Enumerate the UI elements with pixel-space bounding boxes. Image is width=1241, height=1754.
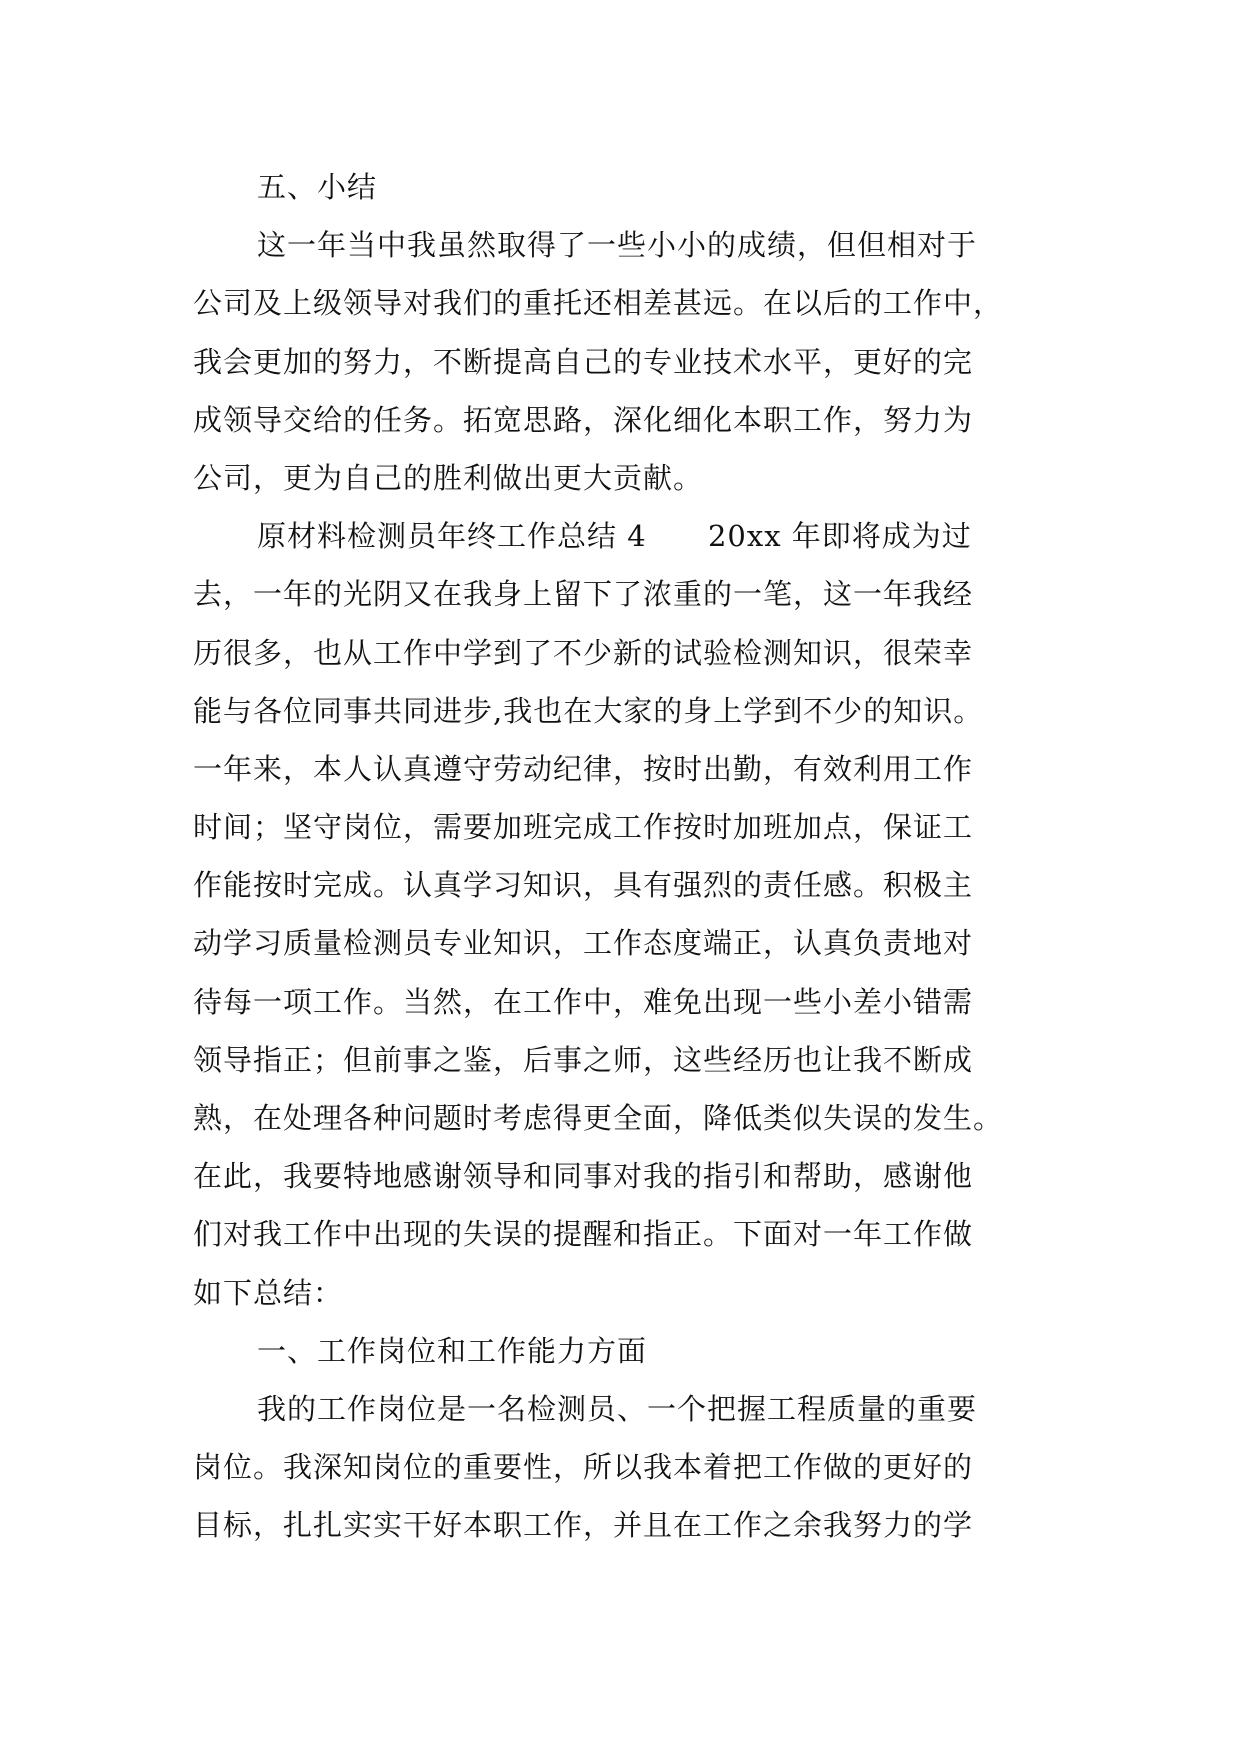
text-line: 熟，在处理各种问题时考虑得更全面，降低类似失误的发生。 (193, 1101, 1004, 1135)
text-line: 待每一项工作。当然，在工作中，难免出现一些小差小错需 (193, 984, 974, 1019)
text-line: 公司及上级领导对我们的重托还相差甚远。在以后的工作中， (193, 286, 1004, 321)
text-line: 原材料检测员年终工作总结 4 20xx 年即将成为过 (257, 519, 972, 554)
text-line: 我会更加的努力，不断提高自己的专业技术水平，更好的完 (193, 344, 974, 379)
document-body (193, 158, 1053, 1555)
text-line: 如下总结： (193, 1275, 344, 1310)
text-line: 成领导交给的任务。拓宽思路，深化细化本职工作，努力为 (193, 402, 974, 437)
text-line: 历很多，也从工作中学到了不少新的试验检测知识，很荣幸 (193, 635, 974, 670)
text-line: 一年来，本人认真遵守劳动纪律，按时出勤，有效利用工作 (193, 751, 974, 786)
text-line: 作能按时完成。认真学习知识，具有强烈的责任感。积极主 (193, 868, 974, 903)
text-line: 公司，更为自己的胜利做出更大贡献。 (193, 460, 704, 495)
text-line: 动学习质量检测员专业知识，工作态度端正，认真负责地对 (193, 926, 974, 961)
text-line: 目标，扎扎实实干好本职工作，并且在工作之余我努力的学 (193, 1508, 974, 1543)
text-line: 一、工作岗位和工作能力方面 (257, 1333, 648, 1368)
text-line: 这一年当中我虽然取得了一些小小的成绩，但但相对于 (257, 228, 978, 263)
text-line: 在此，我要特地感谢领导和同事对我的指引和帮助，感谢他 (193, 1159, 974, 1194)
text-line: 时间；坚守岗位，需要加班完成工作按时加班加点，保证工 (193, 810, 974, 845)
text-line: 领导指正；但前事之鉴，后事之师，这些经历也让我不断成 (193, 1042, 974, 1077)
text-line: 我的工作岗位是一名检测员、一个把握工程质量的重要 (257, 1391, 978, 1426)
text-line: 岗位。我深知岗位的重要性，所以我本着把工作做的更好的 (193, 1450, 974, 1485)
text-line: 五、小结 (257, 170, 378, 204)
text-line: 去，一年的光阴又在我身上留下了浓重的一笔，这一年我经 (193, 577, 974, 612)
text-line: 们对我工作中出现的失误的提醒和指正。下面对一年工作做 (193, 1217, 974, 1252)
text-line: 能与各位同事共同进步,我也在大家的身上学到不少的知识。 (193, 693, 984, 728)
